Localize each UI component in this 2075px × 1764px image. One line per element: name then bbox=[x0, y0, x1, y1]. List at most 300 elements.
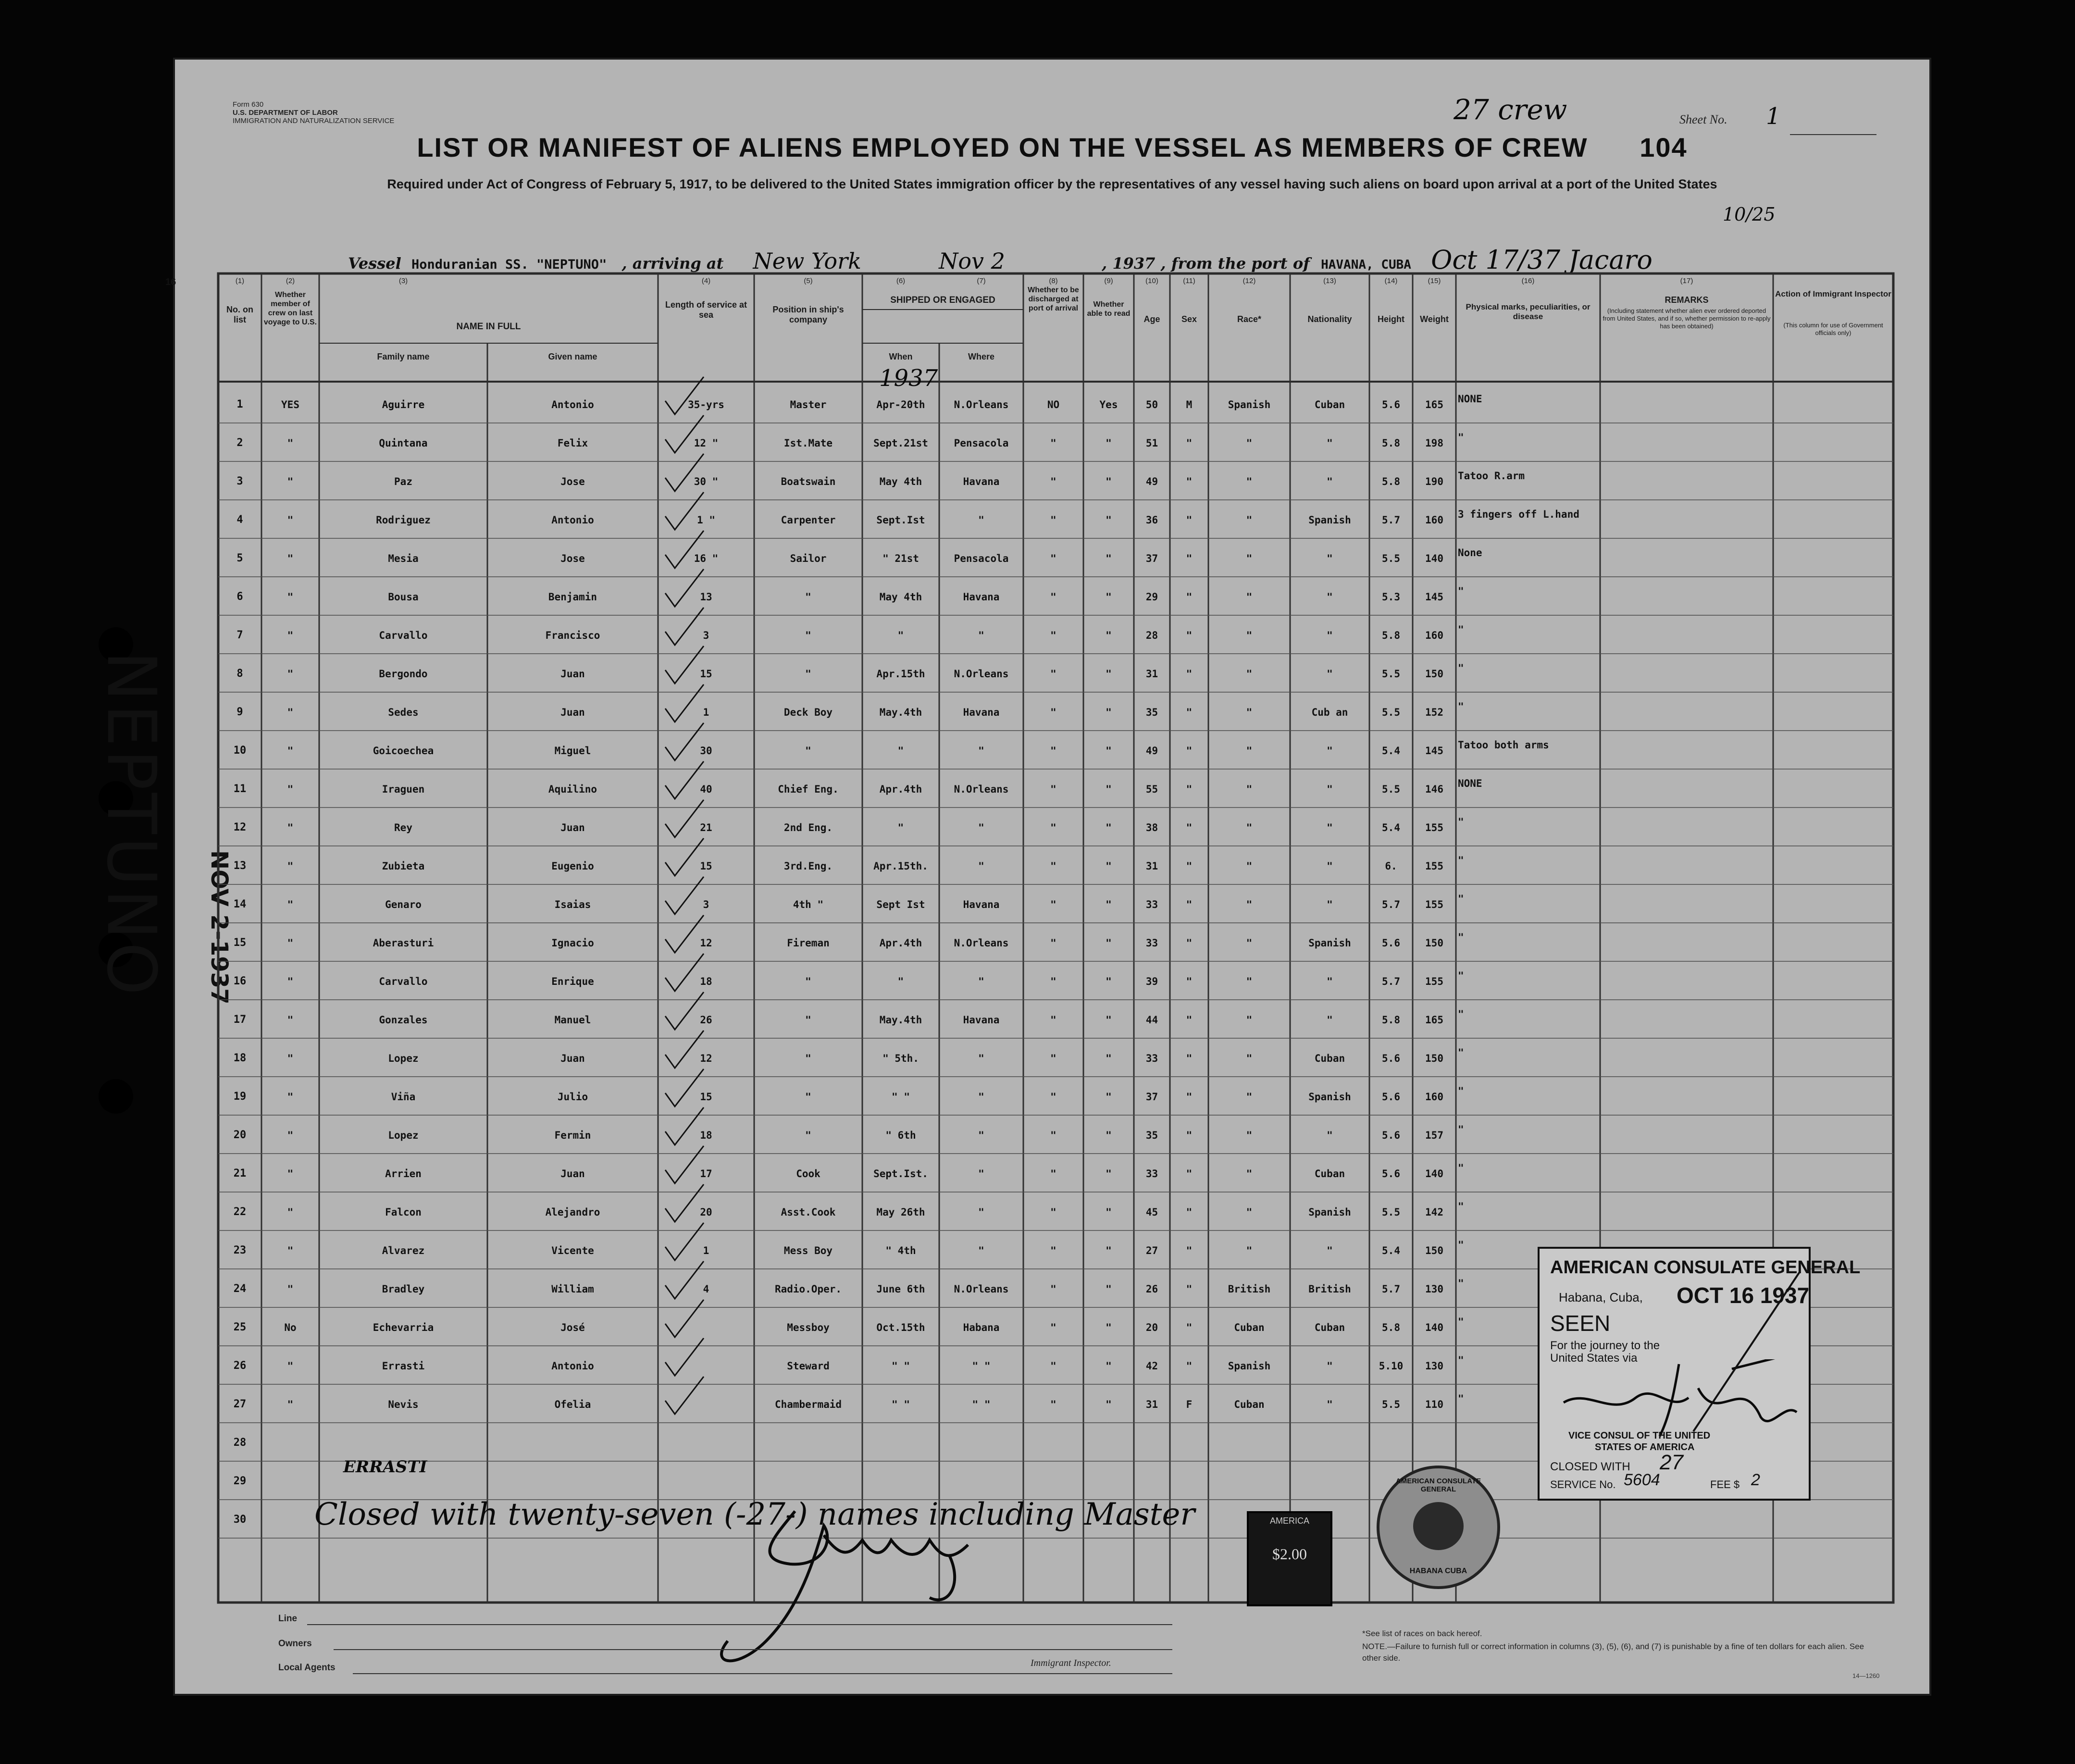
column-number: (10) bbox=[1145, 277, 1158, 285]
cell-weight: 142 bbox=[1425, 1206, 1443, 1218]
table-row bbox=[175, 694, 1929, 733]
cell-read: " bbox=[1106, 1130, 1112, 1141]
cell-where: " bbox=[978, 514, 984, 526]
cell-service: 1 " bbox=[697, 514, 715, 526]
cell-given: Jose bbox=[560, 476, 585, 487]
column-number: (16) bbox=[1521, 277, 1535, 285]
cell-age: 31 bbox=[1145, 1399, 1158, 1410]
cell-race: " bbox=[1246, 630, 1253, 641]
cell-voyage: " bbox=[287, 783, 294, 795]
departure-port: HAVANA, CUBA bbox=[1321, 258, 1411, 272]
cell-discharged: " bbox=[1050, 1399, 1056, 1410]
cell-age: 20 bbox=[1145, 1322, 1158, 1333]
cell-when: Apr.4th bbox=[879, 783, 922, 795]
column-number: (3) bbox=[398, 277, 408, 285]
cell-weight: 165 bbox=[1425, 399, 1443, 410]
cell-when: " 5th. bbox=[882, 1053, 919, 1064]
cell-where: N.Orleans bbox=[954, 668, 1009, 680]
cell-discharged: " bbox=[1050, 1206, 1056, 1218]
cell-race: Spanish bbox=[1228, 399, 1271, 410]
cell-family: Nevis bbox=[388, 1399, 419, 1410]
cell-service: 26 bbox=[700, 1014, 712, 1026]
cell-position: " bbox=[805, 1014, 811, 1026]
cell-nationality: " bbox=[1327, 1014, 1333, 1026]
column-header: Whether to be discharged at port of arrival bbox=[1028, 286, 1079, 312]
cell-no: 6 bbox=[236, 591, 243, 603]
cell-race: " bbox=[1246, 476, 1253, 487]
cell-position: " bbox=[805, 591, 811, 603]
cell-family: Arrien bbox=[385, 1168, 422, 1180]
cell-race: " bbox=[1246, 745, 1253, 757]
revenue-stamp-text: AMERICA bbox=[1269, 1516, 1309, 1526]
cell-where: " bbox=[978, 860, 984, 872]
cell-sex: " bbox=[1186, 1014, 1193, 1026]
cell-when: " " bbox=[892, 1360, 910, 1372]
table-row bbox=[175, 579, 1929, 617]
cell-age: 39 bbox=[1145, 976, 1158, 987]
list-number: 104 bbox=[1640, 132, 1688, 162]
cell-where: " bbox=[978, 976, 984, 987]
name-correction: ERRASTI bbox=[343, 1457, 427, 1477]
cell-marks: NONE bbox=[1458, 393, 1482, 405]
year-note: 1937 bbox=[879, 365, 938, 392]
cell-family: Viña bbox=[391, 1091, 416, 1103]
cell-no: 1 bbox=[236, 399, 243, 410]
cell-nationality: Cuban bbox=[1314, 1168, 1345, 1180]
cell-age: 33 bbox=[1145, 1053, 1158, 1064]
arrival-date: Nov 2 bbox=[939, 248, 1005, 274]
cell-sex: " bbox=[1186, 1130, 1193, 1141]
cell-read: " bbox=[1106, 1245, 1112, 1256]
cell-marks: " bbox=[1458, 1278, 1464, 1289]
cell-position: Master bbox=[790, 399, 827, 410]
table-row bbox=[175, 1155, 1929, 1194]
cell-given: Miguel bbox=[554, 745, 591, 757]
cell-height: 5.6 bbox=[1382, 1091, 1400, 1103]
margin-arrival-stamp: NOV 2-1937 bbox=[206, 850, 233, 1005]
eagle-icon bbox=[1413, 1502, 1464, 1550]
cell-race: " bbox=[1246, 860, 1253, 872]
cell-race: Cuban bbox=[1234, 1322, 1265, 1333]
cell-marks: " bbox=[1458, 970, 1464, 981]
cell-discharged: " bbox=[1050, 630, 1056, 641]
cell-height: 5.4 bbox=[1382, 745, 1400, 757]
cell-no: 10 bbox=[233, 745, 247, 757]
cell-discharged: " bbox=[1050, 783, 1056, 795]
cell-race: " bbox=[1246, 1053, 1253, 1064]
cell-position: Carpenter bbox=[781, 514, 836, 526]
cell-age: 49 bbox=[1145, 476, 1158, 487]
column-number: (17) bbox=[1680, 277, 1693, 285]
cell-marks: Tatoo both arms bbox=[1458, 739, 1549, 751]
cell-where: Habana bbox=[963, 1322, 1000, 1333]
cell-voyage: " bbox=[287, 745, 294, 757]
vessel-name: Honduranian SS. "NEPTUNO" bbox=[411, 257, 607, 272]
table-row bbox=[175, 1194, 1929, 1232]
table-row bbox=[175, 540, 1929, 579]
cell-height: 5.10 bbox=[1379, 1360, 1404, 1372]
column-header: Weight bbox=[1420, 314, 1449, 324]
cell-read: " bbox=[1106, 899, 1112, 910]
column-header: Length of service at sea bbox=[665, 300, 747, 320]
cell-given: Isaias bbox=[554, 899, 591, 910]
cell-weight: 150 bbox=[1425, 937, 1443, 949]
table-row bbox=[175, 617, 1929, 656]
cell-discharged: " bbox=[1050, 745, 1056, 757]
cell-family: Alvarez bbox=[382, 1245, 425, 1256]
cell-age: 44 bbox=[1145, 1014, 1158, 1026]
cell-race: " bbox=[1246, 1245, 1253, 1256]
table-row bbox=[175, 1117, 1929, 1155]
column-header: Sex bbox=[1181, 314, 1197, 324]
cell-service: 18 bbox=[700, 1130, 712, 1141]
cell-nationality: Spanish bbox=[1308, 1091, 1351, 1103]
footer-owners-label: Owners bbox=[278, 1639, 312, 1649]
cell-voyage: " bbox=[287, 553, 294, 564]
cell-race: " bbox=[1246, 437, 1253, 449]
footer-agents-label: Local Agents bbox=[278, 1663, 335, 1673]
cell-when: Oct.15th bbox=[876, 1322, 925, 1333]
manifest-subtitle: Required under Act of Congress of February 5, 1917, to be delivered to the United States immigration officer by the representatives of any vessel having such aliens on board upon arrival at a port of the United States bbox=[387, 177, 1717, 191]
cell-no: 23 bbox=[233, 1245, 247, 1256]
cell-height: 5.4 bbox=[1382, 1245, 1400, 1256]
cell-family: Zubieta bbox=[382, 860, 425, 872]
cell-given: Juan bbox=[560, 822, 585, 833]
cell-where: " bbox=[978, 1168, 984, 1180]
cell-sex: " bbox=[1186, 476, 1193, 487]
cell-weight: 130 bbox=[1425, 1360, 1443, 1372]
cell-service: 15 bbox=[700, 668, 712, 680]
footer-line-rule bbox=[307, 1624, 1172, 1625]
cell-weight: 145 bbox=[1425, 591, 1443, 603]
cell-service: 16 " bbox=[694, 553, 719, 564]
cell-where: " bbox=[978, 630, 984, 641]
table-row bbox=[175, 386, 1929, 425]
cell-nationality: " bbox=[1327, 899, 1333, 910]
arrival-port: New York bbox=[753, 248, 861, 274]
cell-height: 5.6 bbox=[1382, 1168, 1400, 1180]
cell-sex: " bbox=[1186, 745, 1193, 757]
cell-service: 18 bbox=[700, 976, 712, 987]
cell-discharged: " bbox=[1050, 707, 1056, 718]
cell-service: 13 bbox=[700, 591, 712, 603]
cell-voyage: " bbox=[287, 899, 294, 910]
cell-service: 1 bbox=[703, 707, 709, 718]
column-header: Position in ship's company bbox=[772, 305, 844, 324]
cell-position: Chambermaid bbox=[774, 1399, 842, 1410]
cell-weight: 190 bbox=[1425, 476, 1443, 487]
cell-given: José bbox=[560, 1322, 585, 1333]
races-note: *See list of races on back hereof. bbox=[1362, 1629, 1482, 1638]
cell-marks: Tatoo R.arm bbox=[1458, 470, 1525, 482]
cell-position: " bbox=[805, 1130, 811, 1141]
cell-read: " bbox=[1106, 1283, 1112, 1295]
cell-given: Juan bbox=[560, 668, 585, 680]
time-note: 10/25 bbox=[1723, 204, 1776, 225]
stamp-cancel-stroke bbox=[1684, 1268, 1804, 1436]
cell-marks: " bbox=[1458, 1047, 1464, 1058]
cell-nationality: " bbox=[1327, 437, 1333, 449]
cell-no: 29 bbox=[233, 1476, 247, 1487]
cell-read: " bbox=[1106, 860, 1112, 872]
table-row bbox=[175, 425, 1929, 463]
cell-race: British bbox=[1228, 1283, 1271, 1295]
closing-note: Closed with twenty-seven (-27-) names including Master bbox=[314, 1497, 1195, 1532]
cell-discharged: " bbox=[1050, 437, 1056, 449]
cell-weight: 160 bbox=[1425, 630, 1443, 641]
cell-voyage: " bbox=[287, 976, 294, 987]
cell-service: 30 " bbox=[694, 476, 719, 487]
cell-given: Eugenio bbox=[551, 860, 594, 872]
cell-weight: 157 bbox=[1425, 1130, 1443, 1141]
cell-height: 5.6 bbox=[1382, 1053, 1400, 1064]
cell-service: 15 bbox=[700, 1091, 712, 1103]
cell-race: " bbox=[1246, 1168, 1253, 1180]
cell-family: Aberasturi bbox=[373, 937, 434, 949]
cell-read: " bbox=[1106, 476, 1112, 487]
cell-discharged: " bbox=[1050, 899, 1056, 910]
cell-age: 36 bbox=[1145, 514, 1158, 526]
column-number: (11) bbox=[1183, 277, 1195, 285]
stamp-date: OCT 16 1937 bbox=[1677, 1283, 1810, 1308]
cell-where: Pensacola bbox=[954, 437, 1009, 449]
cell-sex: " bbox=[1186, 1091, 1193, 1103]
cell-discharged: " bbox=[1050, 591, 1056, 603]
table-row bbox=[175, 886, 1929, 925]
cell-no: 2 bbox=[236, 437, 243, 449]
cell-marks: " bbox=[1458, 432, 1464, 443]
cell-where: N.Orleans bbox=[954, 399, 1009, 410]
cell-read: " bbox=[1106, 937, 1112, 949]
cell-no: 7 bbox=[236, 630, 243, 641]
cell-voyage: " bbox=[287, 1014, 294, 1026]
cell-age: 55 bbox=[1145, 783, 1158, 795]
cell-voyage: " bbox=[287, 860, 294, 872]
stamp-city: Habana, Cuba, bbox=[1559, 1290, 1643, 1304]
cell-no: 22 bbox=[233, 1206, 247, 1218]
cell-read: " bbox=[1106, 1206, 1112, 1218]
cell-sex: " bbox=[1186, 514, 1193, 526]
cell-height: 5.5 bbox=[1382, 707, 1400, 718]
column-header: Race* bbox=[1237, 314, 1262, 324]
cell-age: 33 bbox=[1145, 1168, 1158, 1180]
cell-read: " bbox=[1106, 745, 1112, 757]
cell-read: " bbox=[1106, 783, 1112, 795]
cell-no: 27 bbox=[233, 1399, 247, 1410]
cell-weight: 155 bbox=[1425, 899, 1443, 910]
cell-marks: " bbox=[1458, 1316, 1464, 1328]
cell-family: Errasti bbox=[382, 1360, 425, 1372]
cell-age: 49 bbox=[1145, 745, 1158, 757]
column-group-header: (This column for use of Government officials only) bbox=[1783, 322, 1883, 336]
cell-discharged: " bbox=[1050, 553, 1056, 564]
cell-no: 16 bbox=[233, 976, 247, 987]
cell-read: " bbox=[1106, 668, 1112, 680]
cell-age: 51 bbox=[1145, 437, 1158, 449]
cell-service: 40 bbox=[700, 783, 712, 795]
cell-position: Sailor bbox=[790, 553, 827, 564]
cell-given: Benjamin bbox=[548, 591, 597, 603]
column-number: (7) bbox=[977, 277, 986, 285]
cell-marks: " bbox=[1458, 1201, 1464, 1212]
cell-nationality: " bbox=[1327, 745, 1333, 757]
cell-position: " bbox=[805, 668, 811, 680]
cell-read: " bbox=[1106, 1014, 1112, 1026]
cell-discharged: " bbox=[1050, 668, 1056, 680]
cell-service: 12 " bbox=[694, 437, 719, 449]
cell-weight: 146 bbox=[1425, 783, 1443, 795]
column-number: (8) bbox=[1049, 277, 1058, 285]
cell-age: 35 bbox=[1145, 707, 1158, 718]
cell-height: 5.8 bbox=[1382, 1014, 1400, 1026]
cell-family: Paz bbox=[394, 476, 412, 487]
cell-no: 18 bbox=[233, 1053, 247, 1064]
cell-when: Sept Ist bbox=[876, 899, 925, 910]
cell-read: " bbox=[1106, 1053, 1112, 1064]
cell-when: Apr-20th bbox=[876, 399, 925, 410]
stamp-journey-line1: For the journey to the bbox=[1550, 1339, 1660, 1352]
cell-voyage: YES bbox=[281, 399, 299, 410]
cell-age: 33 bbox=[1145, 937, 1158, 949]
cell-service: 1 bbox=[703, 1245, 709, 1256]
edge-number: 16 bbox=[165, 277, 176, 287]
cell-nationality: " bbox=[1327, 783, 1333, 795]
column-number: (5) bbox=[804, 277, 813, 285]
cell-weight: 160 bbox=[1425, 1091, 1443, 1103]
table-row bbox=[175, 925, 1929, 963]
cell-age: 26 bbox=[1145, 1283, 1158, 1295]
cell-position: " bbox=[805, 1091, 811, 1103]
cell-position: " bbox=[805, 630, 811, 641]
cell-voyage: " bbox=[287, 476, 294, 487]
column-header: Whether member of crew on last voyage to U.S. bbox=[263, 291, 317, 326]
cell-no: 17 bbox=[233, 1014, 247, 1026]
cell-when: Apr.15th. bbox=[873, 860, 928, 872]
cell-read: Yes bbox=[1099, 399, 1118, 410]
cell-position: Radio.Oper. bbox=[774, 1283, 842, 1295]
cell-position: " bbox=[805, 1053, 811, 1064]
cell-when: " bbox=[897, 976, 904, 987]
cell-discharged: " bbox=[1050, 860, 1056, 872]
cell-height: 5.7 bbox=[1382, 899, 1400, 910]
cell-given: Manuel bbox=[554, 1014, 591, 1026]
column-number: (14) bbox=[1384, 277, 1398, 285]
cell-when: " bbox=[897, 630, 904, 641]
cell-nationality: Spanish bbox=[1308, 1206, 1351, 1218]
cell-race: " bbox=[1246, 553, 1253, 564]
cell-weight: 150 bbox=[1425, 1053, 1443, 1064]
cell-position: Cook bbox=[796, 1168, 820, 1180]
cell-weight: 155 bbox=[1425, 976, 1443, 987]
cell-where: " bbox=[978, 1091, 984, 1103]
stamp-seen: SEEN bbox=[1550, 1311, 1611, 1336]
cell-position: " bbox=[805, 976, 811, 987]
cell-where: " bbox=[978, 745, 984, 757]
cell-marks: " bbox=[1458, 1124, 1464, 1135]
cell-height: 5.6 bbox=[1382, 399, 1400, 410]
cell-where: " bbox=[978, 1206, 984, 1218]
cell-when: " bbox=[897, 745, 904, 757]
table-row bbox=[175, 771, 1929, 809]
cell-when: May.4th bbox=[879, 1014, 922, 1026]
cell-height: 5.7 bbox=[1382, 1283, 1400, 1295]
column-header: Action of Immigrant Inspector bbox=[1775, 289, 1891, 298]
cell-race: " bbox=[1246, 1091, 1253, 1103]
cell-voyage: " bbox=[287, 1360, 294, 1372]
cell-discharged: " bbox=[1050, 1360, 1056, 1372]
seal-ring-text: AMERICAN CONSULATE GENERAL bbox=[1395, 1477, 1481, 1493]
cell-weight: 160 bbox=[1425, 514, 1443, 526]
table-row bbox=[175, 463, 1929, 502]
cell-discharged: " bbox=[1050, 1168, 1056, 1180]
cell-given: Francisco bbox=[545, 630, 600, 641]
cell-nationality: " bbox=[1327, 1399, 1333, 1410]
cell-no: 19 bbox=[233, 1091, 247, 1103]
cell-nationality: " bbox=[1327, 1245, 1333, 1256]
service-name: IMMIGRATION AND NATURALIZATION SERVICE bbox=[233, 117, 395, 125]
cell-position: Asst.Cook bbox=[781, 1206, 836, 1218]
cell-discharged: " bbox=[1050, 1245, 1056, 1256]
column-number: (6) bbox=[896, 277, 906, 285]
table-row bbox=[175, 733, 1929, 771]
cell-voyage: " bbox=[287, 937, 294, 949]
cell-given: Vicente bbox=[551, 1245, 594, 1256]
cell-where: Havana bbox=[963, 899, 1000, 910]
cell-no: 11 bbox=[233, 783, 247, 795]
cell-when: June 6th bbox=[876, 1283, 925, 1295]
cell-when: Sept.21st bbox=[873, 437, 928, 449]
revenue-stamp-value: $2.00 bbox=[1272, 1545, 1307, 1563]
cell-family: Rey bbox=[394, 822, 412, 833]
cell-family: Sedes bbox=[388, 707, 419, 718]
cell-service: 20 bbox=[700, 1206, 712, 1218]
cell-weight: 145 bbox=[1425, 745, 1443, 757]
cell-height: 5.8 bbox=[1382, 1322, 1400, 1333]
cell-marks: " bbox=[1458, 701, 1464, 712]
cell-read: " bbox=[1106, 553, 1112, 564]
cell-sex: " bbox=[1186, 822, 1193, 833]
cell-family: Mesia bbox=[388, 553, 419, 564]
cell-voyage: " bbox=[287, 707, 294, 718]
cell-given: Jose bbox=[560, 553, 585, 564]
cell-family: Bradley bbox=[382, 1283, 425, 1295]
cell-marks: " bbox=[1458, 1354, 1464, 1366]
column-number: (12) bbox=[1243, 277, 1256, 285]
cell-given: Juan bbox=[560, 1053, 585, 1064]
column-header: Physical marks, peculiarities, or disease bbox=[1466, 302, 1590, 321]
margin-ship-name: NEPTUNO bbox=[92, 651, 170, 998]
column-number: (1) bbox=[235, 277, 245, 285]
cell-height: 5.5 bbox=[1382, 553, 1400, 564]
cell-marks: " bbox=[1458, 816, 1464, 828]
cell-where: " bbox=[978, 1130, 984, 1141]
cell-position: Deck Boy bbox=[783, 707, 833, 718]
cell-position: Mess Boy bbox=[783, 1245, 833, 1256]
cell-marks: " bbox=[1458, 855, 1464, 866]
cell-service: 12 bbox=[700, 937, 712, 949]
cell-nationality: " bbox=[1327, 1360, 1333, 1372]
cell-given: William bbox=[551, 1283, 594, 1295]
cell-given: Alejandro bbox=[545, 1206, 600, 1218]
cell-voyage: " bbox=[287, 437, 294, 449]
cell-nationality: " bbox=[1327, 553, 1333, 564]
cell-when: May 4th bbox=[879, 591, 922, 603]
cell-where: Pensacola bbox=[954, 553, 1009, 564]
cell-sex: " bbox=[1186, 1053, 1193, 1064]
cell-when: " 6th bbox=[885, 1130, 916, 1141]
cell-discharged: NO bbox=[1047, 399, 1060, 410]
column-number: (15) bbox=[1428, 277, 1441, 285]
